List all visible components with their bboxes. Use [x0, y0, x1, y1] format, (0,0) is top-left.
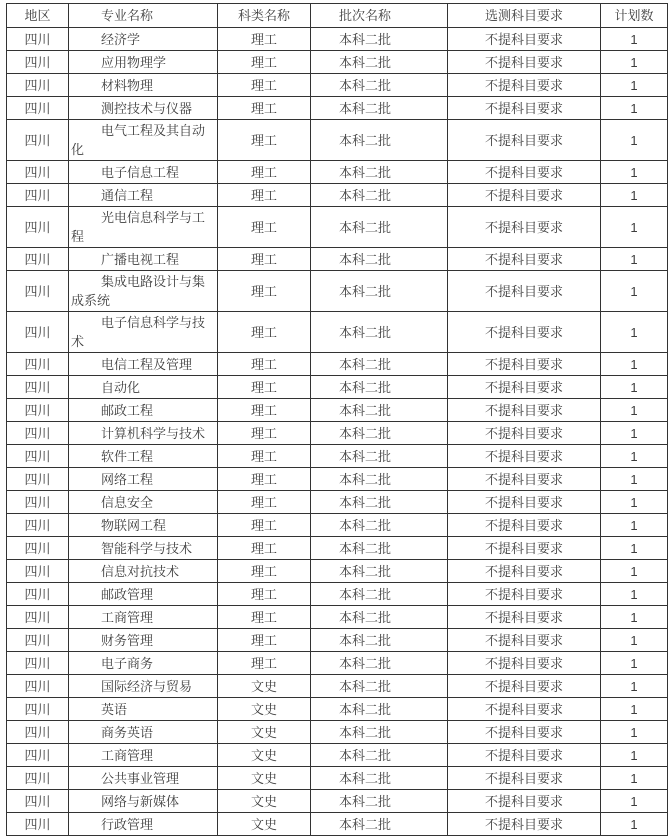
cell-batch: 本科二批 [311, 560, 448, 583]
cell-major: 邮政管理 [69, 583, 218, 606]
table-row [7, 161, 668, 184]
table-row [7, 560, 668, 583]
cell-major: 智能科学与技术 [69, 537, 218, 560]
cell-batch: 本科二批 [311, 491, 448, 514]
cell-region: 四川 [7, 813, 69, 836]
cell-batch: 本科二批 [311, 161, 448, 184]
cell-subject_req: 不提科目要求 [448, 629, 601, 652]
cell-subject_req: 不提科目要求 [448, 537, 601, 560]
cell-subject_req: 不提科目要求 [448, 583, 601, 606]
cell-plan_count: 1 [601, 813, 668, 836]
cell-subject_req: 不提科目要求 [448, 422, 601, 445]
cell-region: 四川 [7, 28, 69, 51]
cell-batch: 本科二批 [311, 514, 448, 537]
cell-major: 信息安全 [69, 491, 218, 514]
cell-category: 文史 [218, 721, 311, 744]
cell-major: 电子信息工程 [69, 161, 218, 184]
cell-plan_count: 1 [601, 184, 668, 207]
cell-plan_count: 1 [601, 248, 668, 271]
cell-major: 公共事业管理 [69, 767, 218, 790]
table-row [7, 537, 668, 560]
cell-plan_count: 1 [601, 514, 668, 537]
cell-major: 工商管理 [69, 606, 218, 629]
cell-plan_count: 1 [601, 445, 668, 468]
cell-batch: 本科二批 [311, 629, 448, 652]
cell-plan_count: 1 [601, 790, 668, 813]
cell-batch: 本科二批 [311, 28, 448, 51]
table-row [7, 652, 668, 675]
cell-batch: 本科二批 [311, 698, 448, 721]
cell-subject_req: 不提科目要求 [448, 161, 601, 184]
table-row [7, 120, 668, 161]
cell-category: 理工 [218, 120, 311, 161]
cell-plan_count: 1 [601, 675, 668, 698]
cell-category: 理工 [218, 629, 311, 652]
cell-major: 网络与新媒体 [69, 790, 218, 813]
cell-major: 网络工程 [69, 468, 218, 491]
cell-category: 理工 [218, 491, 311, 514]
cell-major: 财务管理 [69, 629, 218, 652]
cell-plan_count: 1 [601, 28, 668, 51]
table-row [7, 399, 668, 422]
cell-major: 软件工程 [69, 445, 218, 468]
cell-batch: 本科二批 [311, 675, 448, 698]
cell-batch: 本科二批 [311, 606, 448, 629]
cell-region: 四川 [7, 468, 69, 491]
cell-major: 计算机科学与技术 [69, 422, 218, 445]
cell-subject_req: 不提科目要求 [448, 312, 601, 353]
cell-plan_count: 1 [601, 537, 668, 560]
cell-subject_req: 不提科目要求 [448, 248, 601, 271]
cell-category: 理工 [218, 399, 311, 422]
cell-subject_req: 不提科目要求 [448, 675, 601, 698]
cell-batch: 本科二批 [311, 184, 448, 207]
cell-category: 理工 [218, 652, 311, 675]
column-header-plan-count: 计划数 [601, 4, 668, 28]
cell-region: 四川 [7, 537, 69, 560]
cell-major: 物联网工程 [69, 514, 218, 537]
cell-plan_count: 1 [601, 422, 668, 445]
cell-plan_count: 1 [601, 491, 668, 514]
column-header-region: 地区 [7, 4, 69, 28]
cell-subject_req: 不提科目要求 [448, 445, 601, 468]
cell-batch: 本科二批 [311, 376, 448, 399]
cell-category: 理工 [218, 468, 311, 491]
cell-region: 四川 [7, 491, 69, 514]
cell-subject_req: 不提科目要求 [448, 468, 601, 491]
cell-region: 四川 [7, 514, 69, 537]
cell-batch: 本科二批 [311, 744, 448, 767]
cell-subject_req: 不提科目要求 [448, 399, 601, 422]
cell-region: 四川 [7, 721, 69, 744]
cell-region: 四川 [7, 271, 69, 312]
cell-batch: 本科二批 [311, 207, 448, 248]
cell-major: 自动化 [69, 376, 218, 399]
table-body [7, 28, 668, 836]
table-row [7, 312, 668, 353]
column-header-batch: 批次名称 [311, 4, 448, 28]
cell-major: 商务英语 [69, 721, 218, 744]
cell-plan_count: 1 [601, 698, 668, 721]
cell-major: 广播电视工程 [69, 248, 218, 271]
cell-region: 四川 [7, 790, 69, 813]
cell-major: 国际经济与贸易 [69, 675, 218, 698]
admission-plan-table [6, 3, 668, 836]
cell-category: 理工 [218, 161, 311, 184]
cell-subject_req: 不提科目要求 [448, 560, 601, 583]
cell-subject_req: 不提科目要求 [448, 376, 601, 399]
cell-category: 文史 [218, 790, 311, 813]
cell-region: 四川 [7, 744, 69, 767]
table-row [7, 721, 668, 744]
cell-subject_req: 不提科目要求 [448, 790, 601, 813]
cell-category: 理工 [218, 97, 311, 120]
cell-plan_count: 1 [601, 97, 668, 120]
cell-region: 四川 [7, 248, 69, 271]
cell-major: 应用物理学 [69, 51, 218, 74]
cell-subject_req: 不提科目要求 [448, 606, 601, 629]
cell-subject_req: 不提科目要求 [448, 97, 601, 120]
cell-category: 文史 [218, 675, 311, 698]
cell-subject_req: 不提科目要求 [448, 767, 601, 790]
cell-major: 行政管理 [69, 813, 218, 836]
cell-subject_req: 不提科目要求 [448, 353, 601, 376]
cell-category: 理工 [218, 248, 311, 271]
cell-subject_req: 不提科目要求 [448, 184, 601, 207]
cell-batch: 本科二批 [311, 445, 448, 468]
cell-major: 测控技术与仪器 [69, 97, 218, 120]
cell-batch: 本科二批 [311, 120, 448, 161]
column-header-category: 科类名称 [218, 4, 311, 28]
cell-major: 光电信息科学与工程 [69, 207, 218, 248]
cell-category: 理工 [218, 537, 311, 560]
cell-batch: 本科二批 [311, 652, 448, 675]
cell-category: 理工 [218, 28, 311, 51]
cell-plan_count: 1 [601, 560, 668, 583]
cell-subject_req: 不提科目要求 [448, 207, 601, 248]
cell-region: 四川 [7, 560, 69, 583]
cell-major: 英语 [69, 698, 218, 721]
table-row [7, 491, 668, 514]
cell-batch: 本科二批 [311, 468, 448, 491]
table-row [7, 698, 668, 721]
cell-major: 邮政工程 [69, 399, 218, 422]
table-row [7, 248, 668, 271]
cell-subject_req: 不提科目要求 [448, 698, 601, 721]
cell-subject_req: 不提科目要求 [448, 652, 601, 675]
cell-subject_req: 不提科目要求 [448, 28, 601, 51]
cell-batch: 本科二批 [311, 399, 448, 422]
cell-region: 四川 [7, 675, 69, 698]
cell-batch: 本科二批 [311, 74, 448, 97]
cell-region: 四川 [7, 629, 69, 652]
table-row [7, 790, 668, 813]
cell-category: 理工 [218, 74, 311, 97]
cell-plan_count: 1 [601, 74, 668, 97]
cell-plan_count: 1 [601, 606, 668, 629]
table-row [7, 813, 668, 836]
cell-plan_count: 1 [601, 312, 668, 353]
cell-category: 理工 [218, 560, 311, 583]
cell-major: 信息对抗技术 [69, 560, 218, 583]
table-row [7, 445, 668, 468]
cell-region: 四川 [7, 353, 69, 376]
cell-plan_count: 1 [601, 271, 668, 312]
cell-plan_count: 1 [601, 51, 668, 74]
cell-region: 四川 [7, 422, 69, 445]
cell-plan_count: 1 [601, 353, 668, 376]
cell-region: 四川 [7, 376, 69, 399]
cell-subject_req: 不提科目要求 [448, 120, 601, 161]
cell-region: 四川 [7, 207, 69, 248]
cell-region: 四川 [7, 583, 69, 606]
cell-subject_req: 不提科目要求 [448, 514, 601, 537]
header-row [7, 4, 668, 28]
cell-subject_req: 不提科目要求 [448, 271, 601, 312]
cell-plan_count: 1 [601, 721, 668, 744]
cell-category: 理工 [218, 207, 311, 248]
cell-batch: 本科二批 [311, 583, 448, 606]
cell-category: 文史 [218, 744, 311, 767]
cell-plan_count: 1 [601, 629, 668, 652]
cell-category: 理工 [218, 422, 311, 445]
cell-plan_count: 1 [601, 652, 668, 675]
cell-major: 工商管理 [69, 744, 218, 767]
cell-category: 文史 [218, 767, 311, 790]
cell-region: 四川 [7, 698, 69, 721]
cell-region: 四川 [7, 399, 69, 422]
cell-region: 四川 [7, 74, 69, 97]
cell-major: 材料物理 [69, 74, 218, 97]
cell-major: 经济学 [69, 28, 218, 51]
cell-plan_count: 1 [601, 399, 668, 422]
cell-region: 四川 [7, 51, 69, 74]
cell-plan_count: 1 [601, 120, 668, 161]
cell-region: 四川 [7, 606, 69, 629]
cell-subject_req: 不提科目要求 [448, 51, 601, 74]
cell-category: 理工 [218, 51, 311, 74]
table-row [7, 629, 668, 652]
table-row [7, 28, 668, 51]
cell-category: 文史 [218, 698, 311, 721]
cell-batch: 本科二批 [311, 767, 448, 790]
cell-batch: 本科二批 [311, 537, 448, 560]
cell-batch: 本科二批 [311, 422, 448, 445]
table-row [7, 514, 668, 537]
cell-category: 理工 [218, 583, 311, 606]
table-row [7, 51, 668, 74]
table-row [7, 376, 668, 399]
cell-batch: 本科二批 [311, 97, 448, 120]
cell-plan_count: 1 [601, 767, 668, 790]
column-header-major: 专业名称 [69, 4, 218, 28]
cell-category: 理工 [218, 312, 311, 353]
cell-category: 理工 [218, 271, 311, 312]
cell-subject_req: 不提科目要求 [448, 744, 601, 767]
cell-region: 四川 [7, 652, 69, 675]
table-row [7, 583, 668, 606]
cell-batch: 本科二批 [311, 813, 448, 836]
cell-category: 理工 [218, 376, 311, 399]
cell-region: 四川 [7, 120, 69, 161]
table-row [7, 74, 668, 97]
cell-major: 电气工程及其自动化 [69, 120, 218, 161]
cell-region: 四川 [7, 312, 69, 353]
cell-subject_req: 不提科目要求 [448, 74, 601, 97]
cell-plan_count: 1 [601, 376, 668, 399]
table-row [7, 468, 668, 491]
cell-subject_req: 不提科目要求 [448, 721, 601, 744]
table-row [7, 184, 668, 207]
cell-plan_count: 1 [601, 744, 668, 767]
cell-major: 集成电路设计与集成系统 [69, 271, 218, 312]
cell-plan_count: 1 [601, 583, 668, 606]
cell-major: 电子信息科学与技术 [69, 312, 218, 353]
cell-plan_count: 1 [601, 468, 668, 491]
cell-batch: 本科二批 [311, 51, 448, 74]
cell-category: 文史 [218, 813, 311, 836]
cell-major: 通信工程 [69, 184, 218, 207]
table-row [7, 422, 668, 445]
cell-region: 四川 [7, 445, 69, 468]
cell-batch: 本科二批 [311, 721, 448, 744]
cell-major: 电信工程及管理 [69, 353, 218, 376]
cell-category: 理工 [218, 353, 311, 376]
table-row [7, 744, 668, 767]
cell-category: 理工 [218, 514, 311, 537]
cell-plan_count: 1 [601, 161, 668, 184]
cell-region: 四川 [7, 161, 69, 184]
cell-region: 四川 [7, 184, 69, 207]
cell-batch: 本科二批 [311, 353, 448, 376]
cell-subject_req: 不提科目要求 [448, 491, 601, 514]
table-row [7, 353, 668, 376]
table-row [7, 271, 668, 312]
cell-batch: 本科二批 [311, 790, 448, 813]
cell-plan_count: 1 [601, 207, 668, 248]
cell-category: 理工 [218, 606, 311, 629]
cell-category: 理工 [218, 445, 311, 468]
cell-region: 四川 [7, 97, 69, 120]
table-row [7, 207, 668, 248]
table-row [7, 606, 668, 629]
table-row [7, 675, 668, 698]
cell-category: 理工 [218, 184, 311, 207]
table-row [7, 767, 668, 790]
cell-major: 电子商务 [69, 652, 218, 675]
column-header-subject-req: 选测科目要求 [448, 4, 601, 28]
table-row [7, 97, 668, 120]
cell-batch: 本科二批 [311, 271, 448, 312]
cell-batch: 本科二批 [311, 312, 448, 353]
cell-batch: 本科二批 [311, 248, 448, 271]
cell-region: 四川 [7, 767, 69, 790]
cell-subject_req: 不提科目要求 [448, 813, 601, 836]
